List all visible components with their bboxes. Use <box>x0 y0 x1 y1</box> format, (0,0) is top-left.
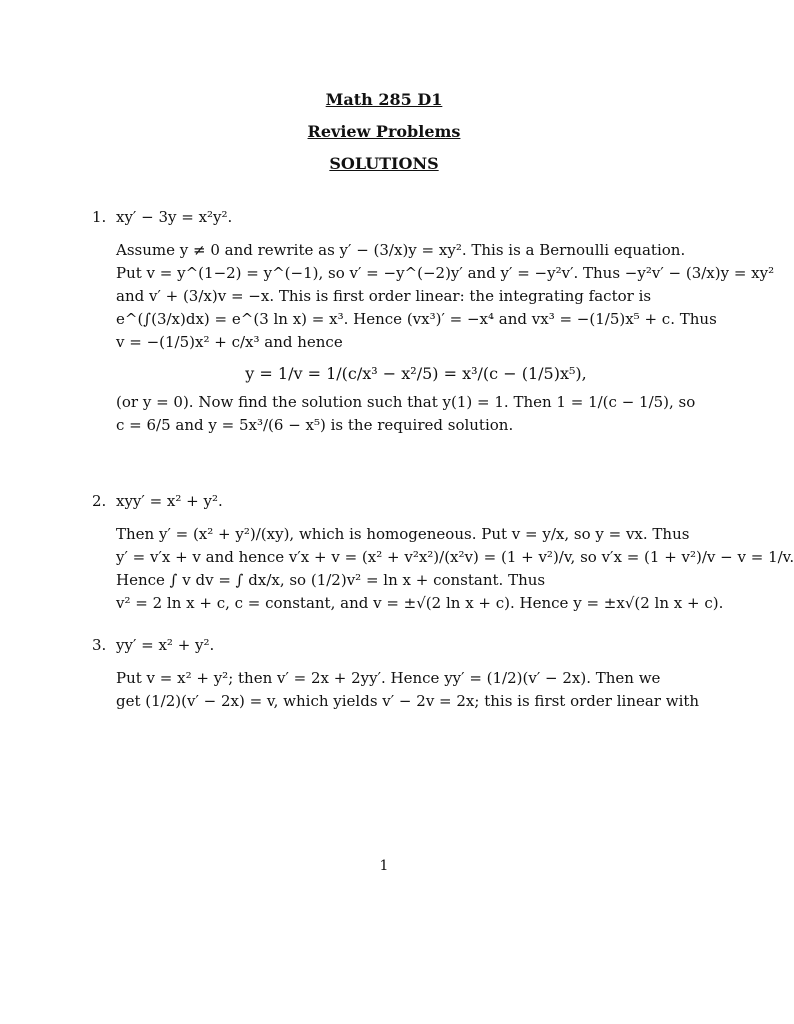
text-line: Put v = x² + y²; then v′ = 2x + 2yy′. Hence yy′ = (1/2)(v′ − 2x). Then we <box>116 669 661 687</box>
page-number: 1 <box>379 858 389 874</box>
text-line: and v′ + (3/x)v = −x. This is first order linear: the integrating factor is <box>116 287 652 305</box>
equation: xyy′ = x² + y². <box>116 492 223 510</box>
problem-number: 1. <box>92 208 107 226</box>
equation: xy′ − 3y = x²y². <box>116 208 233 226</box>
problem-statement <box>92 490 716 513</box>
problem-statement <box>92 206 716 229</box>
text-line: v = −(1/5)x² + c/x³ and hence <box>116 333 343 351</box>
text-line: (or y = 0). Now find the solution such that y(1) = 1. Then 1 = 1/(c − 1/5), so <box>116 393 696 411</box>
solution-text <box>116 523 794 615</box>
solutions-heading: SOLUTIONS <box>329 154 439 173</box>
text-line: Hence ∫ v dv = ∫ dx/x, so (1/2)v² = ln x + constant. Thus <box>116 571 546 589</box>
problem-statement <box>92 634 716 657</box>
review-subtitle: Review Problems <box>307 122 461 141</box>
text-line: get (1/2)(v′ − 2x) = v, which yields v′ − 2v = 2x; this is first order linear with <box>116 692 700 710</box>
solution-text <box>116 239 775 354</box>
problem-1 <box>92 206 775 437</box>
course-title: Math 285 D1 <box>325 90 443 109</box>
problem-number: 2. <box>92 492 107 510</box>
problem-3 <box>92 634 716 713</box>
solution-text <box>116 667 716 713</box>
solution-text <box>116 391 716 437</box>
text-line: Put v = y^(1−2) = y^(−1), so v′ = −y^(−2)y′ and y′ = −y²v′. Thus −y²v′ − (3/x)y = xy² <box>116 264 775 282</box>
equation: yy′ = x² + y². <box>116 636 215 654</box>
problem-2 <box>92 490 794 615</box>
display-equation: y = 1/v = 1/(c/x³ − x²/5) = x³/(c − (1/5)x⁵), <box>245 364 587 383</box>
text-line: Then y′ = (x² + y²)/(xy), which is homogeneous. Put v = y/x, so y = vx. Thus <box>116 525 690 543</box>
text-line: v² = 2 ln x + c, c = constant, and v = ±√(2 ln x + c). Hence y = ±x√(2 ln x + c). <box>116 594 724 612</box>
text-line: e^(∫(3/x)dx) = e^(3 ln x) = x³. Hence (vx³)′ = −x⁴ and vx³ = −(1/5)x⁵ + c. Thus <box>116 310 717 328</box>
text-line: Assume y ≠ 0 and rewrite as y′ − (3/x)y = xy². This is a Bernoulli equation. <box>116 241 686 259</box>
text-line: c = 6/5 and y = 5x³/(6 − x⁵) is the required solution. <box>116 416 514 434</box>
text-line: y′ = v′x + v and hence v′x + v = (x² + v²x²)/(x²v) = (1 + v²)/v, so v′x = (1 + v²)/v − v = 1/v. <box>116 548 794 566</box>
problem-number: 3. <box>92 636 107 654</box>
